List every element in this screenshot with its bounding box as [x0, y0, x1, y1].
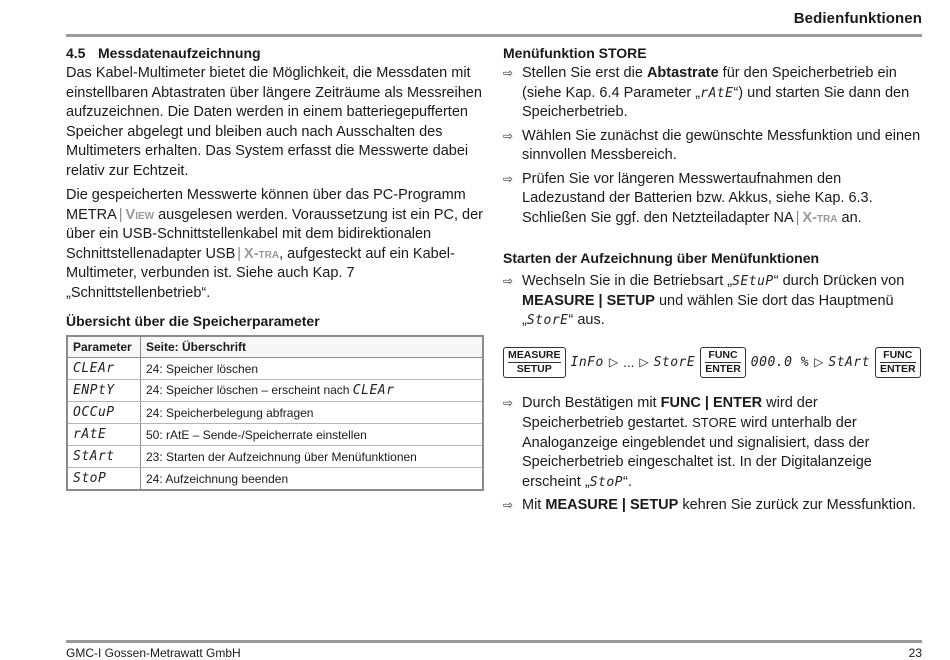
rate-lcd-code: rAtE: [700, 85, 734, 101]
column-header-page: Seite: Überschrift: [141, 336, 484, 358]
b5-text-b: wird der Speicherbetrieb gestartet.: [522, 394, 818, 431]
instruction-item: [503, 496, 923, 516]
instruction-item: [503, 272, 923, 331]
instruction-item: [503, 170, 923, 229]
start-lcd: StArt: [828, 354, 870, 370]
store-lcd: StorE: [653, 354, 696, 370]
param-code: rAtE: [67, 424, 141, 446]
xtra-brand: X-tra: [244, 245, 280, 262]
section-number: 4.5: [66, 45, 86, 61]
parameter-table: [66, 335, 484, 491]
table-row: [67, 424, 483, 446]
section-title: Messdatenaufzeichnung: [98, 45, 261, 61]
b4-text-b: “ durch Drücken von: [773, 273, 905, 289]
param-code: ENPtY: [67, 380, 141, 402]
b4-text-d: “ aus.: [568, 312, 605, 328]
metraview-brand: View: [125, 206, 155, 223]
table-header-row: [67, 336, 483, 358]
start-recording-title: Starten der Aufzeichnung über Menüfunktionen: [503, 250, 820, 266]
triangle-right-icon: ▷: [639, 355, 649, 369]
stop-lcd-code: StoP: [589, 474, 624, 490]
triangle-right-icon: ▷: [608, 355, 619, 369]
store-indicator-label: STORE: [692, 415, 737, 430]
menu-function-title: Menüfunktion STORE: [503, 45, 647, 61]
b1-text-b: für den Speicherbetrieb ein (siehe Kap. 6.4 Parameter „: [522, 65, 897, 101]
percent-lcd: 000.0 %: [750, 354, 810, 370]
param-code: OCCuP: [67, 402, 141, 424]
xtra-brand: X-tra: [802, 209, 838, 226]
table-row: [67, 380, 483, 402]
sequence-dots: ...: [623, 354, 635, 370]
software-paragraph: [66, 186, 486, 303]
func-enter-label: FUNC | ENTER: [660, 394, 763, 411]
key-bottom-label: SETUP: [516, 362, 552, 375]
table-row: [67, 446, 483, 468]
info-lcd: InFo: [570, 354, 604, 370]
brand-divider: |: [237, 245, 242, 262]
para2-text-b: ausgelesen werden. Voraussetzung ist ein PC, der über ein USB-Schnittstellenkabel mit dem bidirektionalen Schnittstellenadapter USB: [66, 206, 483, 262]
key-top-label: FUNC: [705, 349, 741, 363]
b3-text-a: Prüfen Sie vor längeren Messwertaufnahmen den Ladezustand der Batterien bzw. Akkus, siehe Kap. 6.3. Schließen Sie ggf. den Netzteiladapter NA: [522, 170, 873, 226]
arrow-bullet-icon: ⇨: [503, 171, 514, 186]
key-bottom-label: ENTER: [879, 362, 916, 375]
arrow-bullet-icon: ⇨: [503, 395, 514, 410]
b5-text-a: Durch Bestätigen mit: [522, 394, 661, 411]
param-reference-code: CLEAr: [352, 383, 395, 398]
section-heading: [66, 45, 486, 61]
brand-divider: |: [795, 209, 800, 226]
param-description: 24: Aufzeichnung beenden: [146, 471, 289, 486]
right-column: [503, 45, 923, 520]
key-bottom-label: ENTER: [705, 362, 741, 375]
header-rule: [66, 34, 922, 37]
param-description-text: 24: Speicher löschen – erscheint nach: [146, 383, 353, 397]
brand-divider: |: [118, 206, 123, 223]
param-code: StoP: [67, 468, 141, 491]
arrow-bullet-icon: ⇨: [503, 66, 514, 80]
setup-lcd-code: SEtuP: [732, 274, 774, 289]
func-enter-key: [700, 347, 746, 378]
footer-rule: [66, 640, 922, 643]
b3-text-b: an.: [837, 209, 862, 226]
b5-text-c: wird unterhalb der Analoganzeige eingeblendet und signalisiert, dass der Speicherbetrieb eingeschaltet ist. In der Digitalanzeige erscheint „: [522, 415, 872, 490]
b4-text-a: Wechseln Sie in die Betriebsart „: [522, 273, 733, 289]
page-header-title: Bedienfunktionen: [793, 10, 922, 27]
store-lcd-code: StorE: [526, 313, 569, 328]
instruction-item: [503, 127, 923, 166]
left-column: [66, 45, 486, 491]
measure-setup-key: [503, 347, 566, 378]
param-description: 50: rAtE – Sende-/Speicherrate einstellen: [141, 424, 484, 446]
b1-text-c: “) und starten Sie dann den Speicherbetrieb.: [522, 84, 910, 120]
table-row: [67, 468, 483, 491]
column-header-parameter: Parameter: [67, 336, 141, 358]
func-enter-key: [875, 347, 921, 378]
param-description: 23: Starten der Aufzeichnung über Menüfunktionen: [141, 446, 484, 468]
abtastrate-label: Abtastrate: [646, 65, 719, 81]
b4-text-c: und wählen Sie dort das Hauptmenü „: [522, 292, 894, 328]
param-code: StArt: [67, 446, 141, 468]
arrow-bullet-icon: ⇨: [503, 498, 514, 512]
instruction-item: [503, 394, 923, 493]
intro-paragraph: Das Kabel-Multimeter bietet die Möglichkeit, die Messdaten mit einstellbaren Abtastraten über längere Zeiträume als Messreihen aufzuzeichnen. Die Daten werden in einem batteriegepufferten Speicher abgelegt und bleiben auch nach Ausschalten des Multimeters erhalten. Das System erfasst die Messwerte dabei relativ zur Echtzeit.: [66, 65, 482, 179]
table-title: Übersicht über die Speicherparameter: [66, 313, 320, 329]
instruction-item: [503, 64, 923, 123]
param-description: 24: Speicher löschen: [141, 358, 484, 380]
triangle-right-icon: ▷: [814, 355, 824, 369]
key-top-label: FUNC: [880, 349, 916, 363]
b2-text: Wählen Sie zunächst die gewünschte Messfunktion und einen sinnvollen Messbereich.: [522, 127, 921, 163]
param-code: CLEAr: [67, 358, 141, 380]
page-number: 23: [908, 646, 922, 660]
key-top-label: MEASURE: [508, 348, 561, 361]
param-description: [141, 380, 484, 402]
table-row: [67, 402, 483, 424]
para2-text-a: Die gespeicherten Messwerte können über das PC-Programm METRA: [66, 187, 466, 223]
b1-text-a: Stellen Sie erst die: [522, 65, 647, 81]
param-description: 24: Speicherbelegung abfragen: [141, 402, 484, 424]
measure-setup-label: MEASURE | SETUP: [545, 497, 679, 513]
b6-text-a: Mit: [522, 497, 546, 513]
footer-company: GMC-I Gossen-Metrawatt GmbH: [66, 646, 241, 660]
measure-setup-label: MEASURE | SETUP: [522, 292, 655, 309]
table-row: [67, 358, 483, 380]
b5-text-d: “.: [623, 473, 632, 490]
key-sequence: [503, 347, 923, 378]
para2-text-c: , aufgesteckt auf ein Kabel-Multimeter, verbunden ist. Siehe auch Kap. 7 „Schnittstellenbetrieb“.: [66, 245, 455, 301]
arrow-bullet-icon: ⇨: [503, 274, 514, 288]
b6-text-b: kehren Sie zurück zur Messfunktion.: [678, 497, 917, 513]
arrow-bullet-icon: ⇨: [503, 128, 514, 143]
